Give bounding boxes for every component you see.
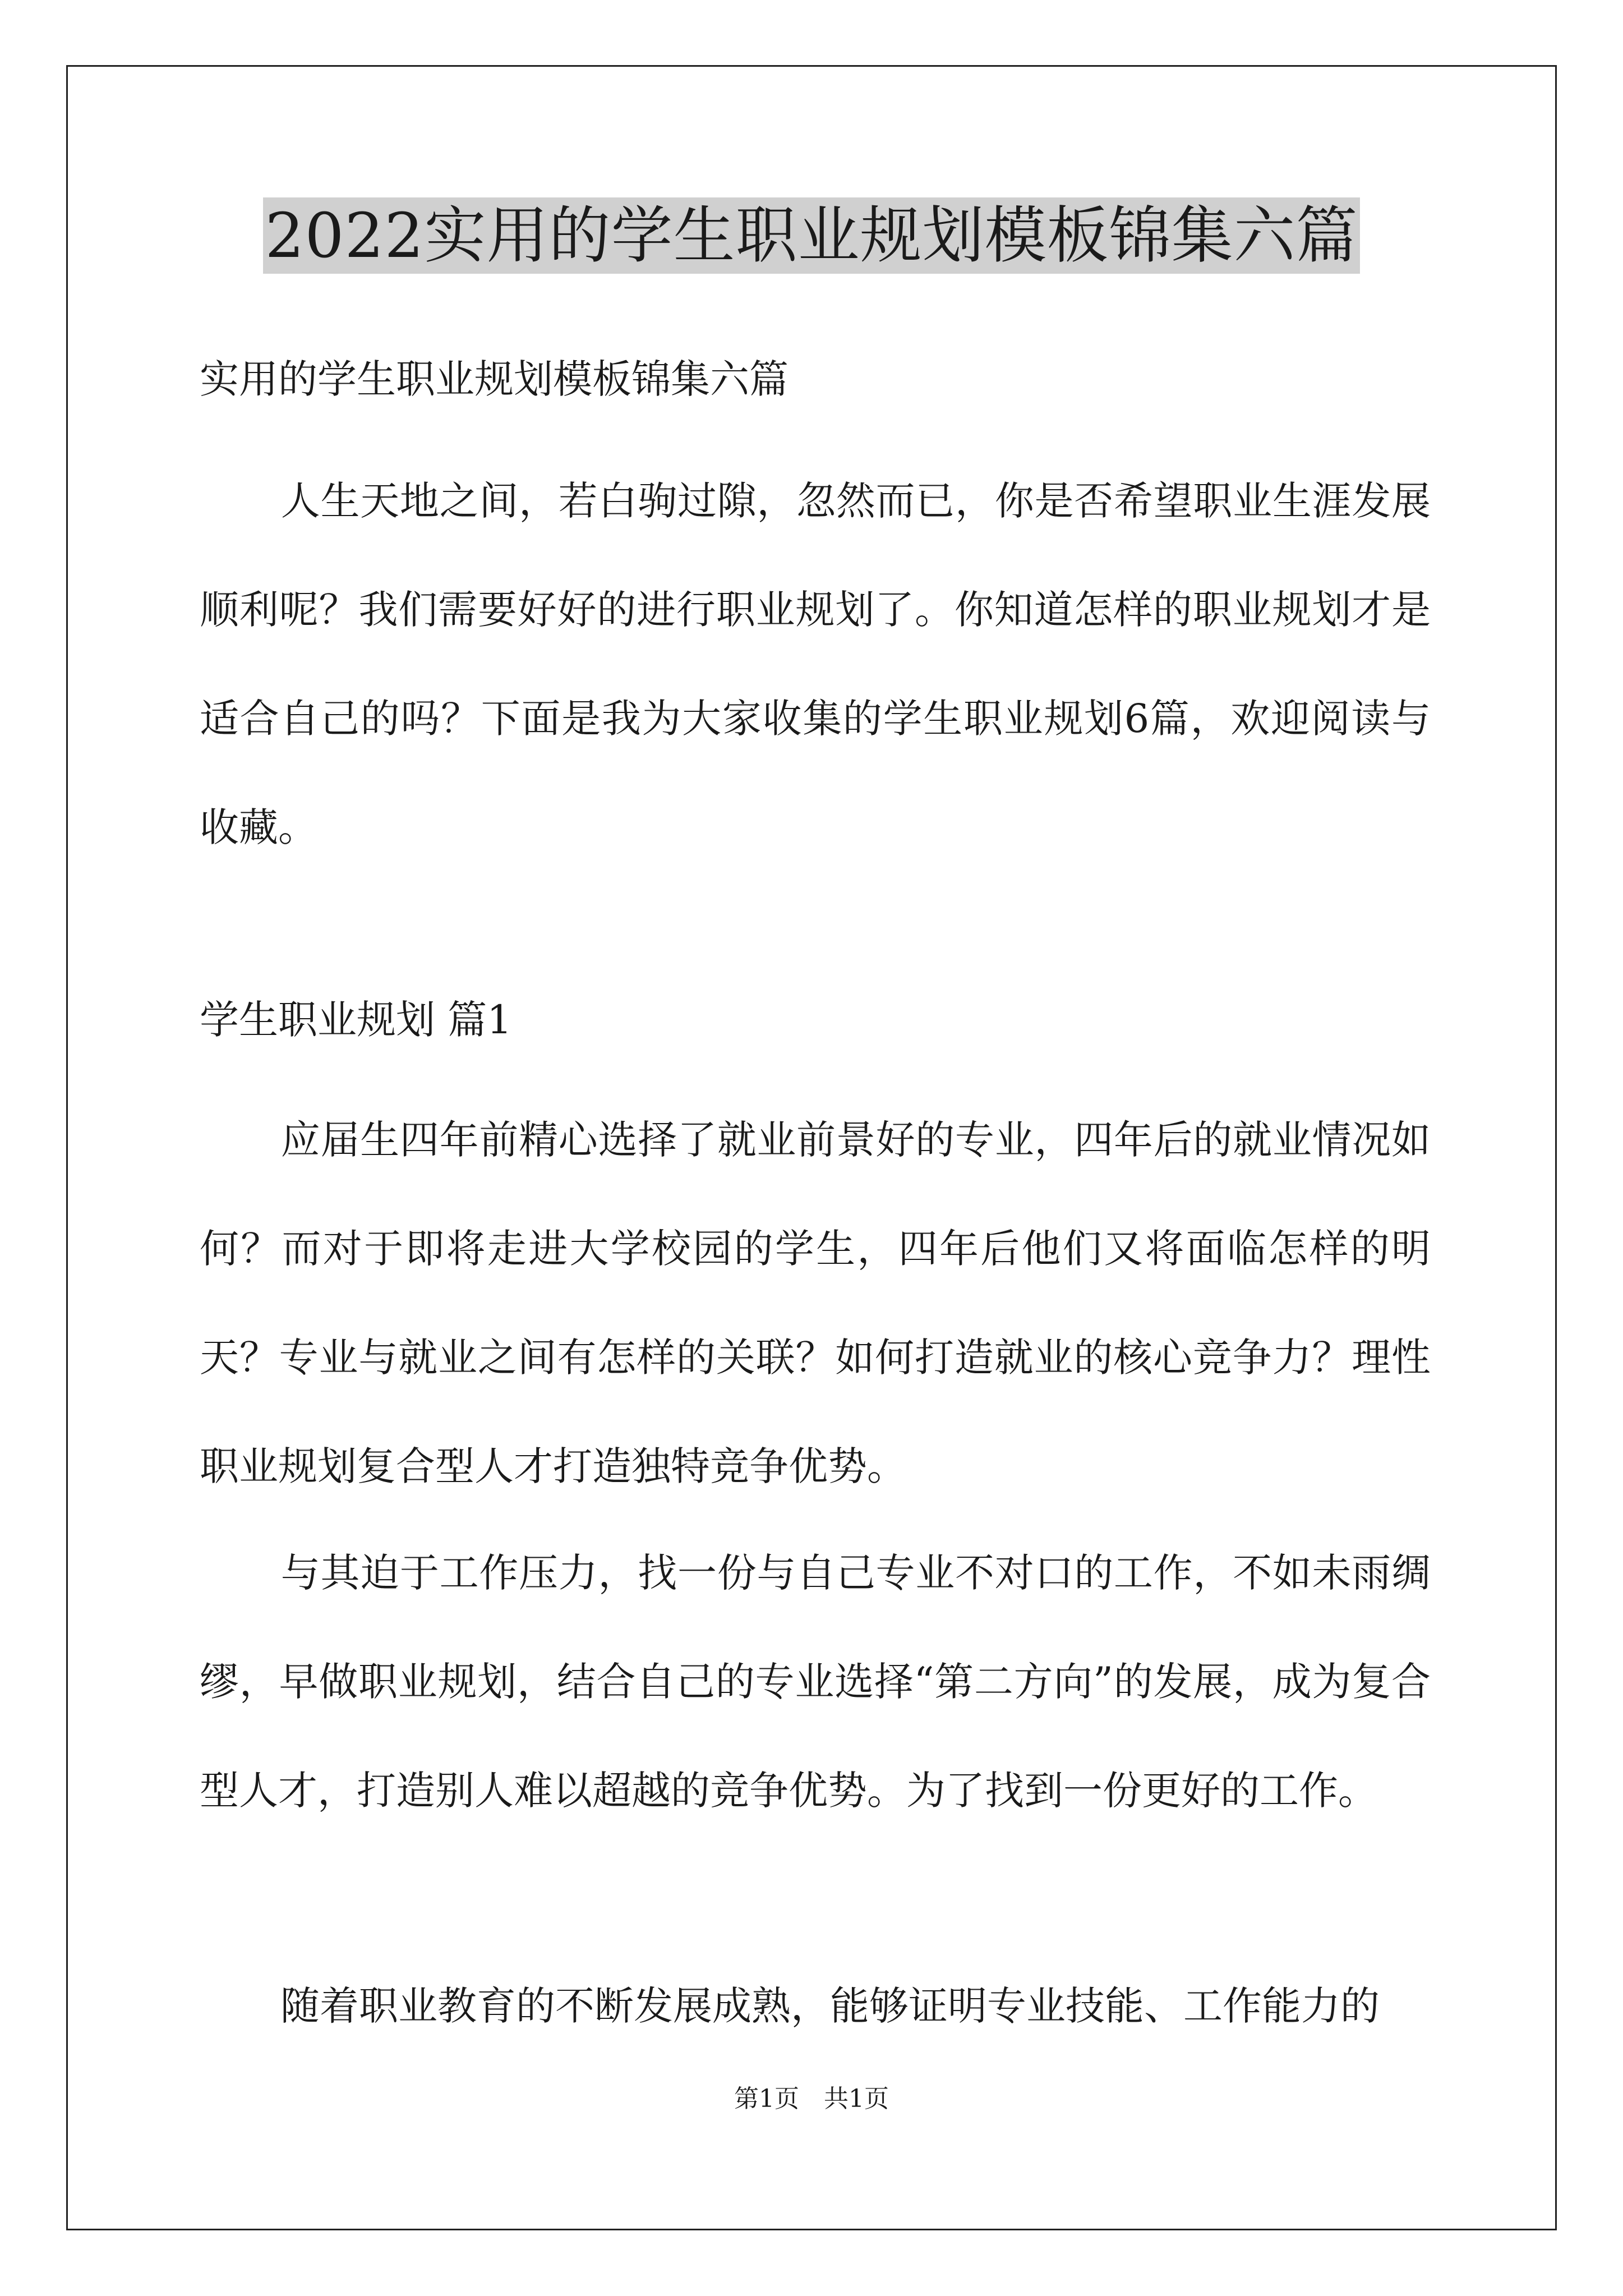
section-heading: 学生职业规划 篇1 xyxy=(200,997,512,1043)
intro-text: 人生天地之间，若白驹过隙，忽然而已，你是否希望职业生涯发展顺利呢？我们需要好好的进行职业规划了。你知道怎样的职业规划才是适合自己的吗？下面是我为大家收集的学生职业规划6篇，欢迎阅读与收藏。 xyxy=(200,478,1431,850)
document-title: 2022实用的学生职业规划模板锦集六篇 xyxy=(263,197,1361,274)
title-container xyxy=(0,197,1623,274)
page-number: 第1页 共1页 xyxy=(734,2085,889,2113)
paragraph-text: 与其迫于工作压力，找一份与自己专业不对口的工作，不如未雨绸缪，早做职业规划，结合自己的专业选择“第二方向”的发展，成为复合型人才，打造别人难以超越的竞争优势。为了找到一份更好的工作。 xyxy=(200,1550,1431,1814)
paragraph-text: 应届生四年前精心选择了就业前景好的专业，四年后的就业情况如何？而对于即将走进大学校园的学生，四年后他们又将面临怎样的明天？专业与就业之间有怎样的关联？如何打造就业的核心竞争力？理性职业规划复合型人才打造独特竞争优势。 xyxy=(200,1117,1431,1489)
paragraph-text: 随着职业教育的不断发展成熟，能够证明专业技能、工作能力的 xyxy=(280,1983,1380,2029)
body-paragraph xyxy=(200,1085,1431,1521)
intro-paragraph xyxy=(200,447,1431,882)
body-paragraph xyxy=(200,1952,1431,2060)
page-footer xyxy=(0,2082,1623,2116)
document-subtitle: 实用的学生职业规划模板锦集六篇 xyxy=(200,356,789,402)
body-paragraph xyxy=(200,1519,1431,1845)
